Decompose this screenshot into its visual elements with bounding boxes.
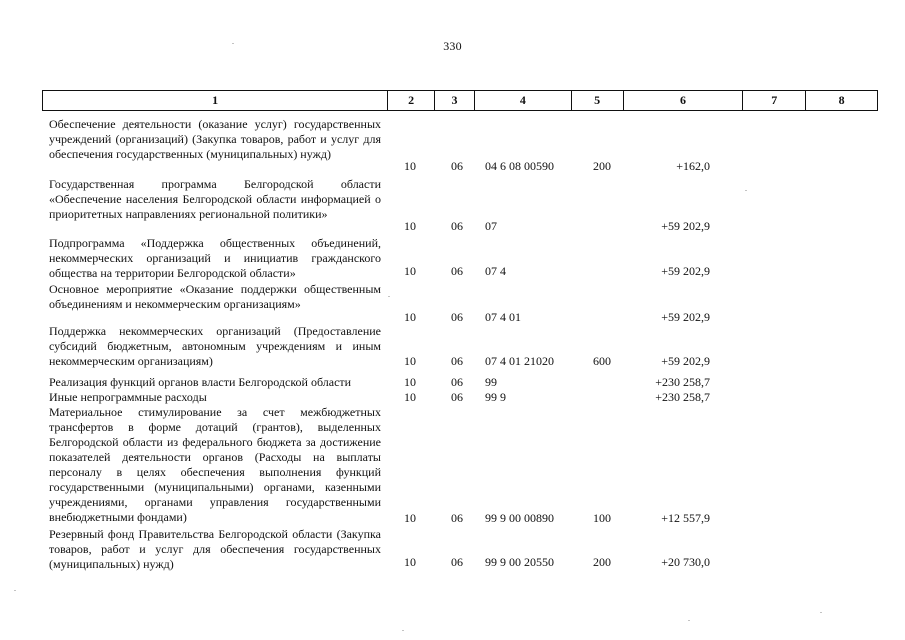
row-expense-type: 200 [593, 555, 611, 569]
row-amount: +230 258,7 [655, 375, 710, 389]
row-section: 10 [404, 354, 416, 368]
row-amount: +59 202,9 [661, 310, 710, 324]
row-name: Материальное стимулирование за счет межбюджетных трансфертов в форме дотаций (грантов), выделенных Белгородской области из федерального бюджета за достижение показателей деятельности органов (Расходы на выплаты персоналу в целях обеспечения выполнения функций государственными (муниципальными) органами, казенными учреждениями, органами управления государственными внебюджетными фондами) [49, 405, 381, 524]
row-subsection: 06 [451, 511, 463, 525]
row-section: 10 [404, 159, 416, 173]
row-target-code: 07 4 01 [485, 310, 521, 324]
row-target-code: 07 [485, 219, 497, 233]
row-target-code: 99 9 00 00890 [485, 511, 554, 525]
row-section: 10 [404, 264, 416, 278]
row-target-code: 07 4 [485, 264, 506, 278]
row-subsection: 06 [451, 555, 463, 569]
scan-speck [688, 620, 690, 621]
row-target-code: 07 4 01 21020 [485, 354, 554, 368]
table-header [42, 90, 878, 111]
row-section: 10 [404, 375, 416, 389]
row-section: 10 [404, 555, 416, 569]
row-name: Государственная программа Белгородской области «Обеспечение населения Белгородской области информацией о приоритетных направлениях региональной политики» [49, 177, 381, 221]
row-target-code: 99 9 00 20550 [485, 555, 554, 569]
row-subsection: 06 [451, 375, 463, 389]
scan-speck [402, 630, 404, 631]
row-expense-type: 600 [593, 354, 611, 368]
row-expense-type: 200 [593, 159, 611, 173]
row-name: Резервный фонд Правительства Белгородской области (Закупка товаров, работ и услуг для обеспечения государственных (муниципальных) нужд) [49, 527, 381, 571]
header-col-8: 8 [838, 93, 845, 107]
row-name: Основное мероприятие «Оказание поддержки общественным объединениям и некоммерческим организациям» [49, 282, 381, 311]
row-name: Поддержка некоммерческих организаций (Предоставление субсидий бюджетным, автономным учреждениям и иным некоммерческим организациям) [49, 324, 381, 368]
row-name: Подпрограмма «Поддержка общественных объединений, некоммерческих организаций и инициатив гражданского общества на территории Белгородской области» [49, 236, 381, 280]
row-subsection: 06 [451, 264, 463, 278]
row-section: 10 [404, 219, 416, 233]
row-amount: +59 202,9 [661, 219, 710, 233]
row-target-code: 99 9 [485, 390, 506, 404]
row-subsection: 06 [451, 159, 463, 173]
scan-speck [820, 612, 822, 613]
row-name: Обеспечение деятельности (оказание услуг) государственных учреждений (организаций) (Закупка товаров, работ и услуг для обеспечения государственных (муниципальных) нужд) [49, 117, 381, 161]
scan-speck [388, 296, 390, 297]
scan-speck [232, 43, 234, 44]
row-amount: +12 557,9 [661, 511, 710, 525]
header-col-3: 3 [435, 91, 475, 110]
scan-speck [745, 190, 747, 191]
header-col-1: 1 [43, 91, 388, 110]
row-subsection: 06 [451, 310, 463, 324]
row-amount: +20 730,0 [661, 555, 710, 569]
row-section: 10 [404, 390, 416, 404]
row-amount: +162,0 [676, 159, 710, 173]
header-col-6: 6 [624, 91, 744, 110]
row-expense-type: 100 [593, 511, 611, 525]
header-col-4: 4 [475, 91, 572, 110]
row-subsection: 06 [451, 219, 463, 233]
row-section: 10 [404, 511, 416, 525]
header-col-7: 7 [743, 91, 806, 110]
row-amount: +59 202,9 [661, 264, 710, 278]
page-number: 330 [443, 39, 462, 53]
header-col-5: 5 [572, 91, 624, 110]
row-target-code: 04 6 08 00590 [485, 159, 554, 173]
row-name: Иные непрограммные расходы [49, 390, 207, 404]
header-col-2: 2 [388, 91, 435, 110]
row-name: Реализация функций органов власти Белгородской области [49, 375, 352, 389]
row-target-code: 99 [485, 375, 497, 389]
row-subsection: 06 [451, 390, 463, 404]
row-section: 10 [404, 310, 416, 324]
row-subsection: 06 [451, 354, 463, 368]
scan-speck [14, 590, 16, 591]
row-amount: +59 202,9 [661, 354, 710, 368]
row-amount: +230 258,7 [655, 390, 710, 404]
